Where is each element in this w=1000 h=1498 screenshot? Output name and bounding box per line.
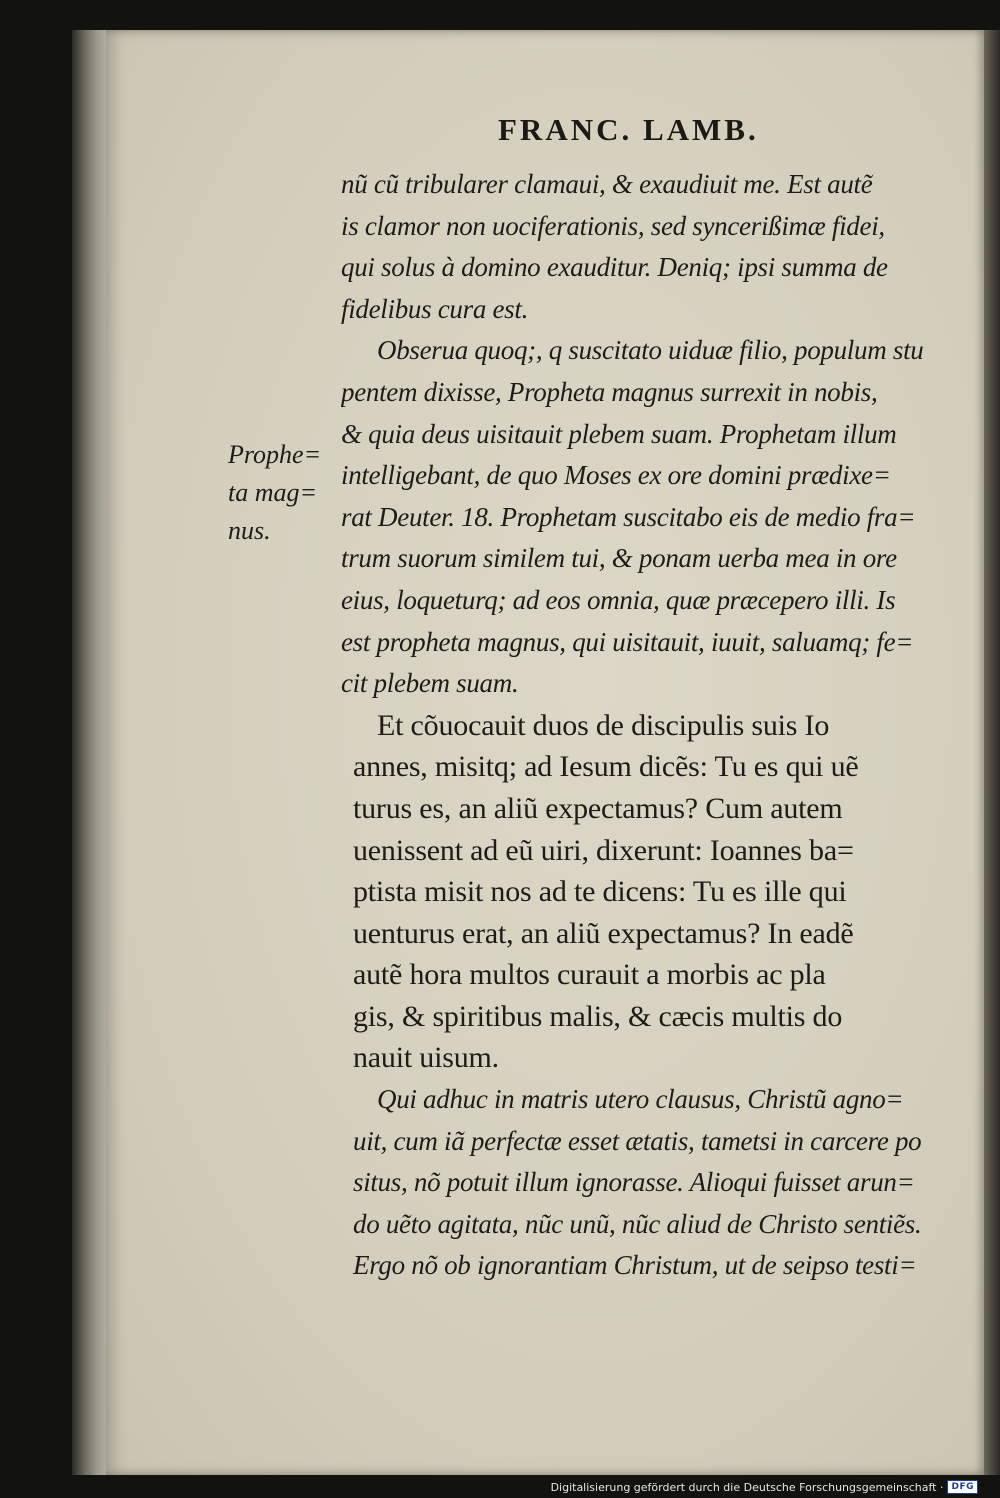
marginal-note-line: ta mag= [228, 478, 318, 507]
text-line: Qui adhuc in matris utero clausus, Christũ agno= [377, 1084, 904, 1115]
text-line: is clamor non uociferationis, sed syncerißimæ fidei, [341, 210, 885, 241]
text-line: trum suorum similem tui, & ponam uerba mea in ore [341, 543, 897, 574]
text-line: uit, cum iã perfectæ esset ætatis, tametsi in carcere po [353, 1125, 922, 1156]
text-line: intelligebant, de quo Moses ex ore domini prædixe= [341, 460, 891, 491]
dfg-logo-icon: DFG [947, 1480, 978, 1494]
text-line: annes, misitq; ad Iesum dicẽs: Tu es qui uẽ [353, 750, 859, 784]
marginal-note-line: Prophe= [228, 440, 322, 469]
text-line: & quia deus uisitauit plebem suam. Prophetam illum [341, 418, 897, 449]
paragraph-3 [341, 705, 981, 1079]
text-line: do uẽto agitata, nũc unũ, nũc aliud de Christo sentiẽs. [353, 1208, 922, 1239]
text-line: cit plebem suam. [341, 668, 519, 699]
text-line: fidelibus cura est. [341, 293, 529, 324]
text-line: autẽ hora multos curauit a morbis ac pla [353, 958, 826, 992]
page-right-edge [984, 30, 1000, 1475]
text-line: est propheta magnus, qui uisitauit, iuuit, saluamq; fe= [341, 626, 914, 657]
paragraph-2 [341, 330, 981, 704]
paragraph-4 [341, 1079, 981, 1287]
text-line: uenturus erat, an aliũ expectamus? In eadẽ [353, 916, 854, 950]
text-line: Et cõuocauit duos de discipulis suis Io [377, 708, 830, 742]
text-line: Ergo nõ ob ignorantiam Christum, ut de seipso testi= [353, 1250, 917, 1281]
text-line: qui solus à domino exauditur. Deniq; ipsi summa de [341, 252, 888, 283]
text-line: pentem dixisse, Propheta magnus surrexit in nobis, [341, 376, 878, 407]
text-line: gis, & spiritibus malis, & cæcis multis do [353, 999, 843, 1033]
text-line: nauit uisum. [353, 1041, 499, 1075]
text-line: situs, nõ potuit illum ignorasse. Alioqui fuisset arun= [353, 1167, 915, 1198]
digitization-footer [551, 1480, 978, 1494]
text-line: rat Deuter. 18. Prophetam suscitabo eis de medio fra= [341, 501, 916, 532]
funding-credit: Digitalisierung gefördert durch die Deutsche Forschungsgemeinschaft · [550, 1480, 944, 1494]
book-spine-edge [72, 30, 110, 1475]
text-line: Obserua quoq;, q suscitato uiduæ filio, populum stu [377, 335, 924, 366]
text-line: ptista misit nos ad te dicens: Tu es ille qui [353, 875, 847, 909]
marginal-note-line: nus. [228, 516, 271, 545]
main-text [341, 164, 981, 1287]
text-line: nũ cũ tribularer clamaui, & exaudiuit me. Est autẽ [341, 169, 873, 199]
paragraph-1 [341, 164, 981, 330]
marginal-note [228, 436, 338, 550]
text-line: uenissent ad eũ uiri, dixerunt: Ioannes ba= [353, 833, 854, 867]
text-line: eius, loqueturq; ad eos omnia, quæ præcepero illi. Is [341, 584, 896, 615]
running-head: FRANC. LAMB. [498, 112, 759, 147]
text-line: turus es, an aliũ expectamus? Cum autem [353, 791, 843, 825]
